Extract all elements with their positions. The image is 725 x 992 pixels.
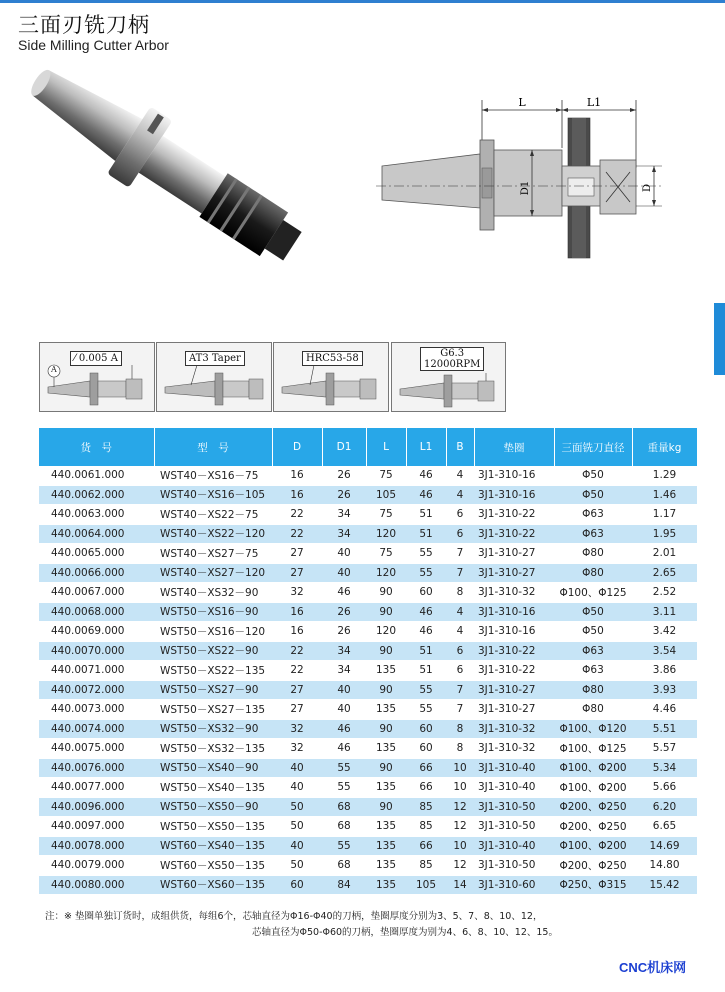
table-cell: Φ63 <box>554 661 632 681</box>
table-cell: Φ80 <box>554 563 632 583</box>
table-cell: 40 <box>272 758 322 778</box>
table-cell: Φ50 <box>554 466 632 485</box>
table-cell: 40 <box>322 700 366 720</box>
table-row <box>39 466 697 485</box>
col-header: 垫圈 <box>474 428 554 466</box>
table-cell: WST40－XS27－75 <box>154 544 272 564</box>
table-cell: 27 <box>272 544 322 564</box>
table-cell: 5.51 <box>632 719 697 739</box>
table-cell: 3J1-310-50 <box>474 856 554 876</box>
table-cell: 440.0071.000 <box>39 661 154 681</box>
table-cell: 46 <box>322 739 366 759</box>
table-cell: 120 <box>366 563 406 583</box>
table-cell: 3J1-310-50 <box>474 817 554 837</box>
table-cell: 1.17 <box>632 505 697 525</box>
table-cell: 40 <box>322 680 366 700</box>
table-cell: Φ100、Φ125 <box>554 739 632 759</box>
table-row <box>39 758 697 778</box>
table-cell: WST60－XS50－135 <box>154 856 272 876</box>
table-cell: 3J1-310-40 <box>474 758 554 778</box>
table-cell: Φ100、Φ125 <box>554 583 632 603</box>
table-cell: 55 <box>322 778 366 798</box>
table-cell: 75 <box>366 466 406 485</box>
table-cell: WST50－XS50－135 <box>154 817 272 837</box>
table-cell: 32 <box>272 583 322 603</box>
table-cell: 84 <box>322 875 366 895</box>
table-cell: 27 <box>272 700 322 720</box>
table-cell: 3.93 <box>632 680 697 700</box>
table-cell: 3J1-310-16 <box>474 466 554 485</box>
table-cell: WST40－XS27－120 <box>154 563 272 583</box>
table-cell: 8 <box>446 583 474 603</box>
table-cell: 2.52 <box>632 583 697 603</box>
table-cell: 46 <box>406 466 446 485</box>
table-cell: 55 <box>322 836 366 856</box>
table-cell: 8 <box>446 739 474 759</box>
table-cell: Φ80 <box>554 544 632 564</box>
balance-rpm: 12000RPM <box>424 359 481 370</box>
table-cell: WST50－XS22－90 <box>154 641 272 661</box>
datum-A-label: A <box>51 365 57 374</box>
table-cell: 135 <box>366 875 406 895</box>
table-cell: 66 <box>406 778 446 798</box>
table-cell: WST50－XS22－135 <box>154 661 272 681</box>
table-cell: 22 <box>272 641 322 661</box>
table-cell: 85 <box>406 797 446 817</box>
table-row <box>39 661 697 681</box>
table-cell: 4 <box>446 602 474 622</box>
table-body <box>39 466 697 895</box>
table-cell: 90 <box>366 797 406 817</box>
table-cell: 3.11 <box>632 602 697 622</box>
table-row <box>39 485 697 505</box>
table-cell: Φ200、Φ250 <box>554 797 632 817</box>
table-cell: 3J1-310-27 <box>474 700 554 720</box>
table-cell: 3J1-310-40 <box>474 778 554 798</box>
table-row <box>39 505 697 525</box>
table-cell: 3J1-310-27 <box>474 544 554 564</box>
table-cell: WST40－XS22－75 <box>154 505 272 525</box>
table-cell: 51 <box>406 661 446 681</box>
table-cell: Φ200、Φ250 <box>554 856 632 876</box>
table-cell: 22 <box>272 524 322 544</box>
table-cell: Φ200、Φ250 <box>554 817 632 837</box>
table-cell: 90 <box>366 758 406 778</box>
table-cell: 135 <box>366 778 406 798</box>
spec-box-taper <box>156 342 272 412</box>
table-row <box>39 622 697 642</box>
table-cell: 32 <box>272 739 322 759</box>
col-header: 三面铣刀直径 <box>554 428 632 466</box>
table-cell: 3J1-310-40 <box>474 836 554 856</box>
table-cell: 7 <box>446 544 474 564</box>
table-cell: 6.65 <box>632 817 697 837</box>
table-cell: 8 <box>446 719 474 739</box>
table-cell: 3J1-310-32 <box>474 739 554 759</box>
table-cell: 32 <box>272 719 322 739</box>
side-tab-marker[interactable] <box>714 303 725 375</box>
runout-symbol: ⁄ <box>74 353 76 364</box>
table-row <box>39 602 697 622</box>
table-cell: 3J1-310-22 <box>474 524 554 544</box>
table-cell: 6 <box>446 641 474 661</box>
table-cell: 46 <box>406 485 446 505</box>
table-cell: 12 <box>446 817 474 837</box>
table-cell: 440.0097.000 <box>39 817 154 837</box>
table-cell: Φ50 <box>554 622 632 642</box>
table-cell: 440.0078.000 <box>39 836 154 856</box>
table-cell: 440.0061.000 <box>39 466 154 485</box>
table-cell: 7 <box>446 563 474 583</box>
top-rule <box>0 0 725 3</box>
page-subtitle: Side Milling Cutter Arbor <box>18 37 169 53</box>
table-cell: 3J1-310-27 <box>474 563 554 583</box>
spec-box-hardness <box>273 342 389 412</box>
table-cell: 440.0075.000 <box>39 739 154 759</box>
table-cell: 3J1-310-16 <box>474 485 554 505</box>
table-row <box>39 719 697 739</box>
balance-grade: G6.3 <box>440 348 465 359</box>
table-cell: 75 <box>366 505 406 525</box>
table-cell: WST50－XS32－90 <box>154 719 272 739</box>
table-cell: 85 <box>406 856 446 876</box>
table-cell: 90 <box>366 680 406 700</box>
table-cell: 90 <box>366 583 406 603</box>
table-cell: 440.0080.000 <box>39 875 154 895</box>
table-cell: 60 <box>406 719 446 739</box>
table-cell: 60 <box>406 583 446 603</box>
table-cell: Φ100、Φ200 <box>554 836 632 856</box>
table-cell: 135 <box>366 836 406 856</box>
table-cell: 4 <box>446 466 474 485</box>
table-cell: 3J1-310-16 <box>474 622 554 642</box>
table-cell: 1.95 <box>632 524 697 544</box>
table-cell: 440.0062.000 <box>39 485 154 505</box>
table-cell: Φ100、Φ200 <box>554 758 632 778</box>
table-cell: 3J1-310-50 <box>474 797 554 817</box>
table-cell: 6 <box>446 524 474 544</box>
table-cell: 6 <box>446 661 474 681</box>
table-cell: 40 <box>322 544 366 564</box>
table-cell: 440.0067.000 <box>39 583 154 603</box>
table-cell: 26 <box>322 622 366 642</box>
dim-L-label: L <box>518 96 526 109</box>
table-cell: 34 <box>322 505 366 525</box>
table-cell: 66 <box>406 836 446 856</box>
table-cell: 51 <box>406 505 446 525</box>
table-cell: 68 <box>322 797 366 817</box>
table-cell: 440.0068.000 <box>39 602 154 622</box>
table-cell: WST60－XS60－135 <box>154 875 272 895</box>
col-header: 货 号 <box>39 428 154 466</box>
table-cell: 3.86 <box>632 661 697 681</box>
table-cell: 5.57 <box>632 739 697 759</box>
table-cell: 55 <box>406 544 446 564</box>
table-cell: Φ63 <box>554 524 632 544</box>
table-row <box>39 856 697 876</box>
table-cell: 7 <box>446 680 474 700</box>
table-cell: 46 <box>406 622 446 642</box>
table-cell: 60 <box>272 875 322 895</box>
table-cell: 135 <box>366 661 406 681</box>
table-cell: 10 <box>446 758 474 778</box>
table-cell: 26 <box>322 485 366 505</box>
col-header: L <box>366 428 406 466</box>
table-cell: 90 <box>366 641 406 661</box>
runout-ref: A <box>110 353 118 364</box>
table-cell: 4 <box>446 622 474 642</box>
note-line-2: 芯轴直径为Φ50-Φ60的刀柄，垫圈厚度为别为4、6、8、10、12、15。 <box>252 927 558 938</box>
table-cell: 22 <box>272 505 322 525</box>
table-cell: 440.0096.000 <box>39 797 154 817</box>
table-cell: 3J1-310-60 <box>474 875 554 895</box>
dim-L1-label: L1 <box>586 96 602 109</box>
table-cell: 27 <box>272 680 322 700</box>
table-cell: 4 <box>446 485 474 505</box>
balance-label <box>420 347 484 371</box>
hardness-label: HRC53-58 <box>302 351 363 366</box>
table-cell: WST50－XS50－90 <box>154 797 272 817</box>
table-cell: 3J1-310-22 <box>474 641 554 661</box>
table-cell: 135 <box>366 700 406 720</box>
table-cell: 68 <box>322 817 366 837</box>
table-cell: WST50－XS32－135 <box>154 739 272 759</box>
table-row <box>39 544 697 564</box>
spec-table <box>39 428 698 895</box>
table-cell: 3.42 <box>632 622 697 642</box>
table-cell: 75 <box>366 544 406 564</box>
note-line-1: 注：※ 垫圈单独订货时，成组供货，每组6个，芯轴直径为Φ16-Φ40的刀柄，垫圈厚度分别为3、5、7、8、10、12， <box>45 911 543 922</box>
table-row <box>39 778 697 798</box>
table-cell: 7 <box>446 700 474 720</box>
table-cell: 26 <box>322 466 366 485</box>
table-cell: 3J1-310-32 <box>474 583 554 603</box>
table-cell: 135 <box>366 856 406 876</box>
col-header: 重量kg <box>632 428 697 466</box>
col-header: B <box>446 428 474 466</box>
table-cell: 50 <box>272 856 322 876</box>
table-row <box>39 836 697 856</box>
arbor-product-image <box>25 60 335 280</box>
dimension-drawing <box>372 88 672 268</box>
table-cell: WST50－XS16－120 <box>154 622 272 642</box>
spec-box-runout <box>39 342 155 412</box>
table-cell: Φ100、Φ200 <box>554 778 632 798</box>
table-cell: 55 <box>322 758 366 778</box>
table-cell: 105 <box>366 485 406 505</box>
table-cell: Φ63 <box>554 641 632 661</box>
table-row <box>39 563 697 583</box>
table-row <box>39 680 697 700</box>
table-cell: 4.46 <box>632 700 697 720</box>
table-cell: 5.66 <box>632 778 697 798</box>
table-cell: 27 <box>272 563 322 583</box>
table-cell: 3J1-310-27 <box>474 680 554 700</box>
table-cell: 440.0070.000 <box>39 641 154 661</box>
table-cell: 55 <box>406 700 446 720</box>
table-cell: 440.0065.000 <box>39 544 154 564</box>
table-cell: 12 <box>446 856 474 876</box>
table-cell: 105 <box>406 875 446 895</box>
table-row <box>39 739 697 759</box>
col-header: D1 <box>322 428 366 466</box>
table-cell: 440.0077.000 <box>39 778 154 798</box>
table-cell: 85 <box>406 817 446 837</box>
table-cell: 68 <box>322 856 366 876</box>
table-cell: 40 <box>272 836 322 856</box>
table-cell: 15.42 <box>632 875 697 895</box>
table-cell: 46 <box>406 602 446 622</box>
table-cell: 50 <box>272 797 322 817</box>
table-cell: 3J1-310-16 <box>474 602 554 622</box>
table-header-row <box>39 428 697 466</box>
col-header: D <box>272 428 322 466</box>
table-cell: 5.34 <box>632 758 697 778</box>
table-cell: 440.0063.000 <box>39 505 154 525</box>
table-cell: Φ80 <box>554 680 632 700</box>
table-cell: 3.54 <box>632 641 697 661</box>
table-cell: 2.01 <box>632 544 697 564</box>
table-cell: 34 <box>322 641 366 661</box>
table-cell: 16 <box>272 485 322 505</box>
table-cell: 26 <box>322 602 366 622</box>
table-row <box>39 583 697 603</box>
table-cell: Φ250、Φ315 <box>554 875 632 895</box>
table-cell: 440.0076.000 <box>39 758 154 778</box>
table-cell: Φ80 <box>554 700 632 720</box>
taper-label: AT3 Taper <box>185 351 245 366</box>
table-cell: 51 <box>406 641 446 661</box>
table-row <box>39 524 697 544</box>
table-cell: 55 <box>406 680 446 700</box>
dim-D-label: D <box>642 183 653 193</box>
table-cell: 14 <box>446 875 474 895</box>
table-cell: 1.29 <box>632 466 697 485</box>
table-cell: 12 <box>446 797 474 817</box>
table-cell: Φ50 <box>554 602 632 622</box>
table-cell: 90 <box>366 602 406 622</box>
runout-tolerance-label <box>70 351 122 366</box>
table-cell: 40 <box>322 563 366 583</box>
table-cell: 55 <box>406 563 446 583</box>
table-cell: 51 <box>406 524 446 544</box>
table-cell: 34 <box>322 524 366 544</box>
table-cell: 22 <box>272 661 322 681</box>
table-cell: 440.0079.000 <box>39 856 154 876</box>
table-cell: 16 <box>272 622 322 642</box>
table-cell: 135 <box>366 817 406 837</box>
table-cell: 10 <box>446 778 474 798</box>
table-row <box>39 797 697 817</box>
col-header: 型 号 <box>154 428 272 466</box>
table-cell: 120 <box>366 622 406 642</box>
table-cell: WST50－XS27－135 <box>154 700 272 720</box>
table-cell: 90 <box>366 719 406 739</box>
table-cell: Φ100、Φ120 <box>554 719 632 739</box>
table-cell: WST60－XS40－135 <box>154 836 272 856</box>
table-row <box>39 875 697 895</box>
table-cell: 40 <box>272 778 322 798</box>
table-row <box>39 641 697 661</box>
table-cell: 50 <box>272 817 322 837</box>
table-cell: 34 <box>322 661 366 681</box>
table-cell: WST40－XS22－120 <box>154 524 272 544</box>
table-cell: WST40－XS16－105 <box>154 485 272 505</box>
table-cell: 440.0066.000 <box>39 563 154 583</box>
table-cell: 3J1-310-32 <box>474 719 554 739</box>
table-cell: 6 <box>446 505 474 525</box>
table-cell: 10 <box>446 836 474 856</box>
page-title: 三面刃铣刀柄 <box>18 13 150 37</box>
table-cell: WST50－XS40－90 <box>154 758 272 778</box>
table-cell: 440.0074.000 <box>39 719 154 739</box>
table-cell: 14.80 <box>632 856 697 876</box>
runout-value: 0.005 <box>78 353 108 364</box>
brand-watermark[interactable]: CNC机床网 <box>619 960 687 975</box>
table-cell: Φ63 <box>554 505 632 525</box>
table-cell: 6.20 <box>632 797 697 817</box>
table-cell: 60 <box>406 739 446 759</box>
dim-D1-label: D1 <box>520 180 531 196</box>
table-cell: 46 <box>322 583 366 603</box>
table-cell: 16 <box>272 466 322 485</box>
table-cell: 3J1-310-22 <box>474 505 554 525</box>
table-cell: 16 <box>272 602 322 622</box>
table-cell: WST50－XS40－135 <box>154 778 272 798</box>
table-cell: 440.0073.000 <box>39 700 154 720</box>
table-cell: 66 <box>406 758 446 778</box>
table-cell: 440.0072.000 <box>39 680 154 700</box>
table-cell: 14.69 <box>632 836 697 856</box>
table-row <box>39 817 697 837</box>
col-header: L1 <box>406 428 446 466</box>
table-cell: 120 <box>366 524 406 544</box>
table-cell: 2.65 <box>632 563 697 583</box>
table-cell: Φ50 <box>554 485 632 505</box>
table-cell: 440.0064.000 <box>39 524 154 544</box>
table-cell: 1.46 <box>632 485 697 505</box>
table-cell: WST40－XS16－75 <box>154 466 272 485</box>
spec-box-balance <box>391 342 506 412</box>
table-cell: WST50－XS27－90 <box>154 680 272 700</box>
table-cell: 440.0069.000 <box>39 622 154 642</box>
table-cell: WST40－XS32－90 <box>154 583 272 603</box>
table-row <box>39 700 697 720</box>
table-cell: 135 <box>366 739 406 759</box>
table-cell: 3J1-310-22 <box>474 661 554 681</box>
table-cell: 46 <box>322 719 366 739</box>
table-cell: WST50－XS16－90 <box>154 602 272 622</box>
